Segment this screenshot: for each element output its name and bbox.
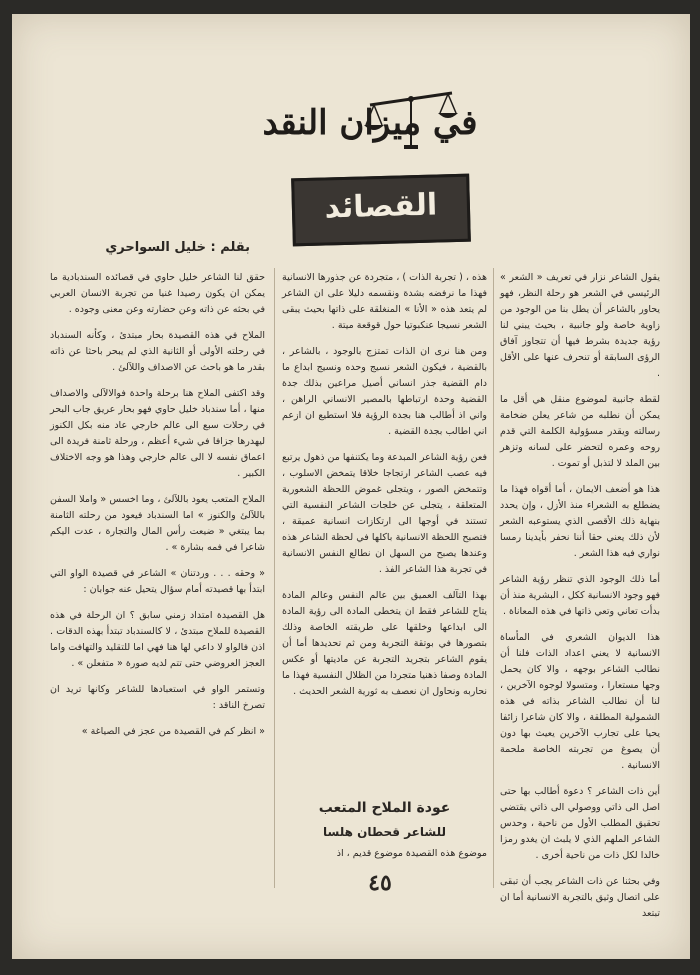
page-number: ٤٥ — [368, 870, 392, 896]
poem-title: عودة الملاح المتعب — [318, 800, 451, 816]
paragraph: هذه ، ( تجربة الذات ) ، متجردة عن جذورها الانسانية فهذا ما نرفضه بشدة ونقسمه دليلا على ان الشاعر لم يتعد هذه « الأنا » المنغلقة على ذاتها بحيث يبقى الشعر نسيجا عنكبوتيا حول قوقعة ميتة . — [282, 272, 487, 331]
article-column-left — [50, 270, 265, 890]
column-divider — [493, 268, 494, 888]
column-divider — [274, 268, 275, 888]
paragraph: ومن هنا نرى ان الذات تمتزج بالوجود ، بالشاعر ، بالقضية ، فيكون الشعر نسيج وحده ونسيج ابداع ما دام القضية جذر انساني أصيل مراعين بذلك جدة القضية وحدة ارتباطها بالمصير الانساني الراهن ، واني اذ أطالب هنا بجدة الرؤية فلا استطيع ان ازعم اني اطالب بجدة القضية . — [282, 346, 487, 437]
paragraph: « انظر كم في القصيدة من عجز في الصياغة » — [81, 726, 265, 737]
paragraph: وقد اكتفى الملاح هنا برحلة واحدة فوالالآلى والاصداف منها ، أما سندباد خليل حاوي فهو بحار عريق جاب البحر في رحلات سبع الى عالم خارجي عاد منه بكل الكنوز ليهدرها جزافا في شيء أعظم ، ورحلة ثامنة فريدة الى اعماق نفسه لا الى عالم خارجي وهذا هو وجه الاختلاف الكبير . — [50, 388, 265, 479]
paragraph: الملاح في هذه القصيدة بحار مبتدئ ، وكأنه السندباد في رحلته الأولى أو الثانية الذي لم يبحر باحثا عن ذاته بقدر ما هو باحث عن الاصداف واللآلئ . — [50, 330, 265, 373]
article-column-right — [500, 270, 660, 919]
author-byline: بقلم : خليل السواحري — [105, 240, 250, 255]
paragraph: هذا الديوان الشعري في المأساة الانسانية لا يعني اعداد الذات فلنا أن نطالب الشاعر بوجهه ، والا كان يحمل وجها مستعارا ، ومتسولا لوجوه الآخرين ، لنا أن نطالب الشاعر بذاته في هذه الشمولية المطلقة ، والا كان شاعرا زائفا يحيا على تجارب الآخرين يعيث بها دون أن يصوغ من تجربته الخاصة ملحمة الانسانية . — [500, 632, 660, 771]
section-banner — [291, 174, 471, 247]
paragraph: لقطة جانبية لموضوع منقل هي أقل ما يمكن أن نطلبه من شاعر يعلن ضخامة رسالته ويقدر مسؤولية الكلمة التي قدم روحه وعمره لتحضر على لسانه وتزهر بين الملد لا لتذبل أو تموت . — [500, 394, 660, 469]
paragraph: حقق لنا الشاعر خليل حاوي في قصائده السندبادية ما يمكن ان يكون رصيدا غنيا من تجربة الانسان العربي في بحثه عن ذاته وعن حضارته وعن معنى وجوده . — [50, 272, 265, 315]
paragraph: أما ذلك الوجود الذي تنظر رؤية الشاعر فهو وجود الانسانية ككل ، البشرية منذ أن بدأت تعاني وتعي ذاتها في هذه المعاناة . — [500, 574, 660, 617]
paragraph: هذا هو أضعف الايمان ، أما أقواه فهذا ما يضطلع به الشعراء منذ الأزل ، وإن يحدد بنهاية ذلك الأقصى الذي يستوعبه الشعر لأن ذلك يعني حقا أننا نحفر بأيدينا رمسا نواري فيه هذا الشعر . — [500, 484, 660, 559]
paragraph: وفي بحثنا عن ذات الشاعر يجب أن تبقى على اتصال وثيق بالتجربة الانسانية أما ان تبتعد — [500, 876, 660, 919]
paragraph: « وحقه . . . وردتنان » الشاعر في قصيدة الواو التي ابتدأ بها قصيدته أمام سؤال يتحيل عنه جوابان : — [50, 568, 265, 595]
paragraph: وتستمر الواو في استعبادها للشاعر وكانها تريد ان تصرخ الناقد : — [50, 684, 265, 711]
paragraph: فعن رؤية الشاعر المبدعة وما يكتنفها من ذهول يرتبع فيه عصب الشاعر ارتجاجا خلاقا يتمخض الاسلوب ، وتتمخض الصور ، ويتجلى غموض اللحظة الشعورية المتعلقة ، يتجلى عن خلجات الشاعر النفسية التي تستند في أوجها الى ارتكازات انسانية عميقة ، فتصبح اللحظة الانسانية باكلها في لحظة الشاعر هذه وعندها يصبح من السهل ان نطالع النفس الانسانية في تجربة هذا الشاعر الفذ . — [282, 452, 487, 575]
paragraph: الملاح المتعب يعود باللآلئ ، وما اخسس « واملا السفن باللآلئ والكنوز » اما السندباد فيعود من رحلته الثامنة بما يبتغي « ضيعت رأس المال والتجارة ، عدت اليكم شاعرا في فمه بشارة » . — [50, 494, 265, 553]
masthead — [150, 85, 590, 165]
paragraph: يقول الشاعر نزار في تعريف « الشعر » الرئيسي في الشعر هو رحلة النظر، فهو يحاور بالشاعر أن يطل بنا من الوجود من زاوية خاصة ولو جانبية ، بحيث يبني لنا رؤية جديدة بشرط فيها أن تتجاوز آفاق الرؤى السابقة أو تنحرف عنها على الأقل . — [500, 272, 660, 379]
article-column-middle — [282, 270, 487, 830]
paragraph: هل القصيدة امتداد زمني سابق ؟ ان الرحلة في هذه القصيدة للملاح مبتدئ ، لا كالسندباد تبتدأ بهذه الدقات . اذن فالواو لا داعي لها هنا فهي اما للتقليد والتهافت واما العجز العروضي حتى تتم لديه صورة « متفعلن » . — [50, 610, 265, 669]
paragraph: أين ذات الشاعر ؟ دعوة أطالب بها حتى اصل الى ذاتي ووصولي الى ذاتي يقتضي تحقيق المطلب الأول من ناحية ، وحدس الشاعر الملهم الذي لا يلبث ان يغدو رمزا خالدا لكل ذات من ناحية أخرى . — [500, 786, 660, 861]
paragraph: بهذا التآلف العميق بين عالم النفس وعالم المادة يتاح للشاعر فقط ان يتخطى المادة الى رؤية المادة الى ابداعها وخلقها على طريقته الخاصة وذلك بتصورها في بوتقة التجربة ومن ثم تحديدها أما أن يقوم الشاعر بتجريد التجربة عن ماديتها أو عكس المادة وصفا ذهنيا متجردا من الظلال النفسية فهذا ما نحاربه ونحاول ان نعصف به ثورية الشعر الحديث . — [282, 590, 487, 697]
banner-label: القصائد — [324, 187, 438, 226]
page-title: في ميزان النقد — [262, 103, 478, 143]
section-first-line: موضوع هذه القصيدة موضوع قديم ، اذ — [336, 848, 487, 859]
poem-author: للشاعر قحطان هلسا — [322, 825, 447, 839]
